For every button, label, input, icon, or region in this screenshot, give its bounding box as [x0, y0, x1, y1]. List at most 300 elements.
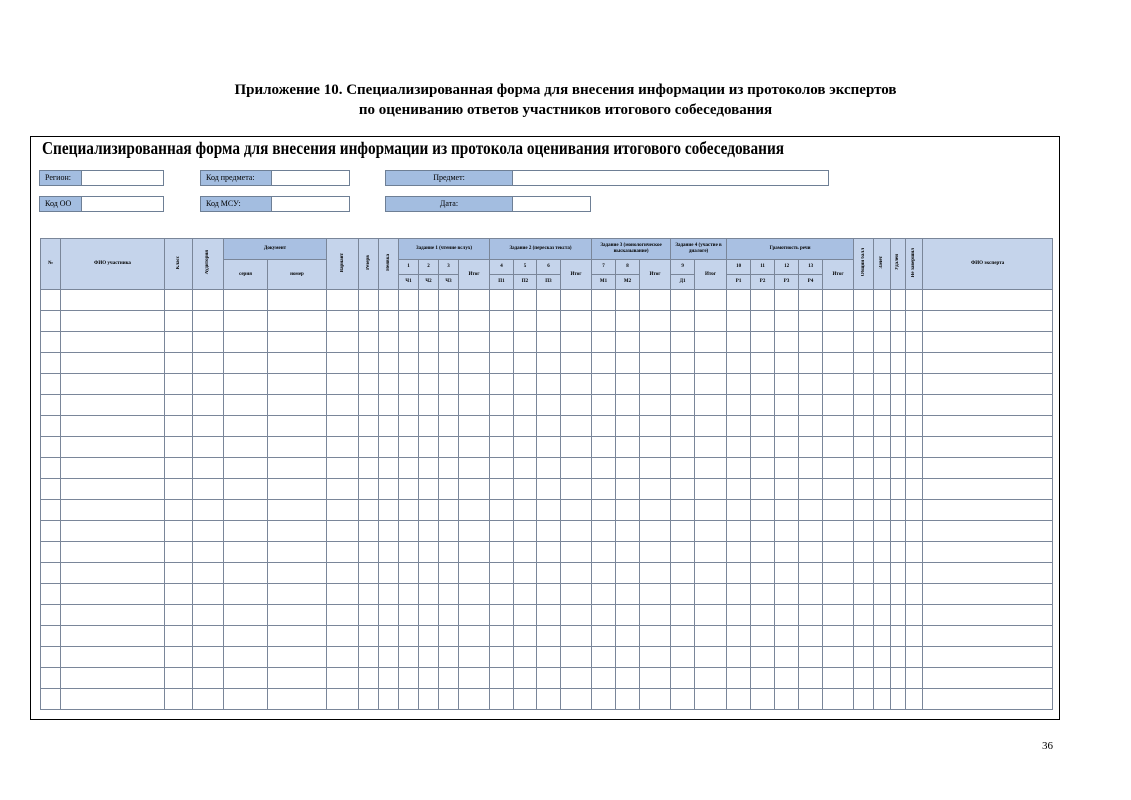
- table-cell[interactable]: [41, 647, 61, 668]
- table-cell[interactable]: [459, 542, 490, 563]
- table-cell[interactable]: [640, 668, 671, 689]
- table-cell[interactable]: [775, 668, 799, 689]
- table-cell[interactable]: [459, 395, 490, 416]
- table-cell[interactable]: [327, 605, 359, 626]
- table-cell[interactable]: [695, 416, 727, 437]
- table-cell[interactable]: [799, 395, 823, 416]
- table-cell[interactable]: [695, 584, 727, 605]
- table-cell[interactable]: [514, 395, 537, 416]
- table-cell[interactable]: [459, 416, 490, 437]
- table-cell[interactable]: [923, 521, 1053, 542]
- table-cell[interactable]: [891, 458, 906, 479]
- table-cell[interactable]: [751, 584, 775, 605]
- table-cell[interactable]: [439, 458, 459, 479]
- table-cell[interactable]: [439, 332, 459, 353]
- table-cell[interactable]: [459, 668, 490, 689]
- table-cell[interactable]: [695, 374, 727, 395]
- table-cell[interactable]: [165, 689, 193, 710]
- table-cell[interactable]: [727, 416, 751, 437]
- table-cell[interactable]: [891, 479, 906, 500]
- table-cell[interactable]: [224, 332, 268, 353]
- table-cell[interactable]: [490, 332, 514, 353]
- table-cell[interactable]: [906, 605, 923, 626]
- table-cell[interactable]: [459, 290, 490, 311]
- table-cell[interactable]: [165, 668, 193, 689]
- table-cell[interactable]: [874, 416, 891, 437]
- table-cell[interactable]: [891, 605, 906, 626]
- table-cell[interactable]: [359, 626, 379, 647]
- table-cell[interactable]: [379, 689, 399, 710]
- table-cell[interactable]: [165, 521, 193, 542]
- table-cell[interactable]: [671, 290, 695, 311]
- table-cell[interactable]: [399, 374, 419, 395]
- table-cell[interactable]: [891, 668, 906, 689]
- table-cell[interactable]: [891, 311, 906, 332]
- table-cell[interactable]: [165, 374, 193, 395]
- table-cell[interactable]: [268, 500, 327, 521]
- table-cell[interactable]: [399, 500, 419, 521]
- table-cell[interactable]: [823, 479, 854, 500]
- table-cell[interactable]: [268, 353, 327, 374]
- table-cell[interactable]: [490, 437, 514, 458]
- table-cell[interactable]: [359, 563, 379, 584]
- table-cell[interactable]: [775, 689, 799, 710]
- table-cell[interactable]: [419, 311, 439, 332]
- table-cell[interactable]: [874, 584, 891, 605]
- table-cell[interactable]: [640, 563, 671, 584]
- table-cell[interactable]: [419, 416, 439, 437]
- table-cell[interactable]: [41, 689, 61, 710]
- table-cell[interactable]: [592, 416, 616, 437]
- table-cell[interactable]: [399, 416, 419, 437]
- table-cell[interactable]: [854, 416, 874, 437]
- table-cell[interactable]: [359, 605, 379, 626]
- table-cell[interactable]: [514, 542, 537, 563]
- table-cell[interactable]: [268, 542, 327, 563]
- table-cell[interactable]: [751, 311, 775, 332]
- table-cell[interactable]: [561, 626, 592, 647]
- table-cell[interactable]: [327, 479, 359, 500]
- table-cell[interactable]: [799, 290, 823, 311]
- table-cell[interactable]: [399, 605, 419, 626]
- table-cell[interactable]: [41, 416, 61, 437]
- table-cell[interactable]: [399, 479, 419, 500]
- table-cell[interactable]: [41, 374, 61, 395]
- table-cell[interactable]: [695, 626, 727, 647]
- table-cell[interactable]: [224, 563, 268, 584]
- table-cell[interactable]: [592, 542, 616, 563]
- table-cell[interactable]: [695, 563, 727, 584]
- table-cell[interactable]: [616, 458, 640, 479]
- table-cell[interactable]: [823, 374, 854, 395]
- table-cell[interactable]: [268, 647, 327, 668]
- table-cell[interactable]: [891, 689, 906, 710]
- table-cell[interactable]: [906, 395, 923, 416]
- table-cell[interactable]: [327, 458, 359, 479]
- table-cell[interactable]: [640, 605, 671, 626]
- table-cell[interactable]: [419, 479, 439, 500]
- table-cell[interactable]: [906, 668, 923, 689]
- table-cell[interactable]: [671, 542, 695, 563]
- table-cell[interactable]: [514, 563, 537, 584]
- table-cell[interactable]: [224, 395, 268, 416]
- table-cell[interactable]: [640, 290, 671, 311]
- table-cell[interactable]: [537, 311, 561, 332]
- table-cell[interactable]: [399, 395, 419, 416]
- table-cell[interactable]: [727, 647, 751, 668]
- table-cell[interactable]: [561, 521, 592, 542]
- table-cell[interactable]: [823, 395, 854, 416]
- table-cell[interactable]: [854, 395, 874, 416]
- table-cell[interactable]: [695, 542, 727, 563]
- table-cell[interactable]: [399, 332, 419, 353]
- table-cell[interactable]: [640, 689, 671, 710]
- table-cell[interactable]: [616, 311, 640, 332]
- table-cell[interactable]: [224, 437, 268, 458]
- table-cell[interactable]: [61, 605, 165, 626]
- table-cell[interactable]: [439, 542, 459, 563]
- table-cell[interactable]: [640, 374, 671, 395]
- table-cell[interactable]: [616, 290, 640, 311]
- table-cell[interactable]: [61, 563, 165, 584]
- table-cell[interactable]: [695, 458, 727, 479]
- table-cell[interactable]: [359, 479, 379, 500]
- table-cell[interactable]: [799, 584, 823, 605]
- table-cell[interactable]: [379, 311, 399, 332]
- table-cell[interactable]: [799, 479, 823, 500]
- table-cell[interactable]: [359, 395, 379, 416]
- table-cell[interactable]: [906, 542, 923, 563]
- table-cell[interactable]: [399, 311, 419, 332]
- table-cell[interactable]: [399, 290, 419, 311]
- table-cell[interactable]: [399, 563, 419, 584]
- table-cell[interactable]: [775, 500, 799, 521]
- table-cell[interactable]: [61, 437, 165, 458]
- table-cell[interactable]: [727, 311, 751, 332]
- table-cell[interactable]: [379, 500, 399, 521]
- table-cell[interactable]: [224, 479, 268, 500]
- table-cell[interactable]: [616, 521, 640, 542]
- table-cell[interactable]: [891, 500, 906, 521]
- table-cell[interactable]: [751, 416, 775, 437]
- msu-code-field[interactable]: [200, 196, 350, 212]
- table-cell[interactable]: [419, 584, 439, 605]
- table-cell[interactable]: [193, 689, 224, 710]
- table-cell[interactable]: [775, 521, 799, 542]
- table-cell[interactable]: [671, 395, 695, 416]
- table-cell[interactable]: [874, 668, 891, 689]
- table-cell[interactable]: [823, 458, 854, 479]
- table-cell[interactable]: [751, 353, 775, 374]
- table-cell[interactable]: [41, 626, 61, 647]
- table-cell[interactable]: [592, 647, 616, 668]
- table-cell[interactable]: [379, 647, 399, 668]
- table-cell[interactable]: [671, 332, 695, 353]
- table-cell[interactable]: [891, 563, 906, 584]
- table-cell[interactable]: [224, 416, 268, 437]
- table-cell[interactable]: [359, 353, 379, 374]
- table-cell[interactable]: [616, 416, 640, 437]
- table-cell[interactable]: [616, 500, 640, 521]
- table-cell[interactable]: [854, 437, 874, 458]
- table-cell[interactable]: [823, 521, 854, 542]
- table-cell[interactable]: [906, 458, 923, 479]
- table-cell[interactable]: [592, 500, 616, 521]
- table-cell[interactable]: [561, 437, 592, 458]
- table-cell[interactable]: [399, 668, 419, 689]
- table-cell[interactable]: [359, 542, 379, 563]
- table-cell[interactable]: [399, 647, 419, 668]
- table-cell[interactable]: [193, 563, 224, 584]
- table-cell[interactable]: [193, 374, 224, 395]
- table-cell[interactable]: [61, 458, 165, 479]
- table-cell[interactable]: [775, 584, 799, 605]
- table-cell[interactable]: [439, 437, 459, 458]
- table-cell[interactable]: [61, 479, 165, 500]
- table-cell[interactable]: [854, 626, 874, 647]
- table-cell[interactable]: [775, 374, 799, 395]
- table-cell[interactable]: [906, 437, 923, 458]
- region-field[interactable]: [39, 170, 164, 186]
- table-cell[interactable]: [727, 689, 751, 710]
- table-cell[interactable]: [616, 353, 640, 374]
- table-cell[interactable]: [439, 647, 459, 668]
- table-cell[interactable]: [616, 374, 640, 395]
- table-cell[interactable]: [727, 563, 751, 584]
- table-cell[interactable]: [775, 647, 799, 668]
- table-cell[interactable]: [193, 395, 224, 416]
- table-cell[interactable]: [514, 458, 537, 479]
- table-cell[interactable]: [799, 689, 823, 710]
- table-cell[interactable]: [268, 395, 327, 416]
- table-cell[interactable]: [439, 521, 459, 542]
- table-cell[interactable]: [923, 689, 1053, 710]
- table-cell[interactable]: [592, 311, 616, 332]
- table-cell[interactable]: [459, 626, 490, 647]
- table-cell[interactable]: [906, 479, 923, 500]
- table-cell[interactable]: [891, 374, 906, 395]
- table-cell[interactable]: [490, 290, 514, 311]
- table-cell[interactable]: [775, 353, 799, 374]
- table-cell[interactable]: [327, 311, 359, 332]
- table-cell[interactable]: [379, 626, 399, 647]
- table-cell[interactable]: [923, 668, 1053, 689]
- table-cell[interactable]: [616, 437, 640, 458]
- table-cell[interactable]: [61, 353, 165, 374]
- table-cell[interactable]: [61, 626, 165, 647]
- table-cell[interactable]: [823, 500, 854, 521]
- table-cell[interactable]: [823, 290, 854, 311]
- table-cell[interactable]: [751, 521, 775, 542]
- table-cell[interactable]: [854, 563, 874, 584]
- table-cell[interactable]: [537, 458, 561, 479]
- table-cell[interactable]: [906, 500, 923, 521]
- table-cell[interactable]: [514, 689, 537, 710]
- table-cell[interactable]: [854, 353, 874, 374]
- table-cell[interactable]: [359, 290, 379, 311]
- table-cell[interactable]: [359, 332, 379, 353]
- table-cell[interactable]: [490, 500, 514, 521]
- table-cell[interactable]: [490, 689, 514, 710]
- table-cell[interactable]: [537, 605, 561, 626]
- table-cell[interactable]: [327, 521, 359, 542]
- table-cell[interactable]: [268, 668, 327, 689]
- table-cell[interactable]: [359, 500, 379, 521]
- table-cell[interactable]: [268, 626, 327, 647]
- table-cell[interactable]: [193, 500, 224, 521]
- table-cell[interactable]: [379, 668, 399, 689]
- table-cell[interactable]: [165, 332, 193, 353]
- table-cell[interactable]: [906, 647, 923, 668]
- table-cell[interactable]: [775, 395, 799, 416]
- table-cell[interactable]: [923, 374, 1053, 395]
- table-cell[interactable]: [616, 479, 640, 500]
- table-cell[interactable]: [671, 584, 695, 605]
- table-cell[interactable]: [359, 689, 379, 710]
- table-cell[interactable]: [727, 332, 751, 353]
- table-cell[interactable]: [592, 563, 616, 584]
- table-cell[interactable]: [379, 290, 399, 311]
- table-cell[interactable]: [268, 416, 327, 437]
- table-cell[interactable]: [799, 374, 823, 395]
- table-cell[interactable]: [359, 374, 379, 395]
- table-cell[interactable]: [41, 542, 61, 563]
- table-cell[interactable]: [490, 311, 514, 332]
- table-cell[interactable]: [906, 416, 923, 437]
- table-cell[interactable]: [268, 563, 327, 584]
- table-cell[interactable]: [751, 647, 775, 668]
- table-cell[interactable]: [592, 332, 616, 353]
- table-cell[interactable]: [165, 479, 193, 500]
- table-cell[interactable]: [561, 689, 592, 710]
- table-cell[interactable]: [490, 605, 514, 626]
- table-cell[interactable]: [695, 668, 727, 689]
- table-cell[interactable]: [327, 374, 359, 395]
- table-cell[interactable]: [751, 479, 775, 500]
- table-cell[interactable]: [537, 479, 561, 500]
- table-cell[interactable]: [193, 416, 224, 437]
- table-cell[interactable]: [41, 584, 61, 605]
- table-cell[interactable]: [923, 500, 1053, 521]
- table-cell[interactable]: [640, 353, 671, 374]
- table-cell[interactable]: [874, 458, 891, 479]
- table-cell[interactable]: [514, 647, 537, 668]
- table-cell[interactable]: [439, 563, 459, 584]
- table-cell[interactable]: [640, 311, 671, 332]
- table-cell[interactable]: [419, 647, 439, 668]
- table-cell[interactable]: [419, 521, 439, 542]
- table-cell[interactable]: [561, 500, 592, 521]
- table-cell[interactable]: [537, 437, 561, 458]
- table-cell[interactable]: [514, 626, 537, 647]
- table-cell[interactable]: [327, 584, 359, 605]
- table-cell[interactable]: [514, 416, 537, 437]
- table-cell[interactable]: [490, 626, 514, 647]
- table-cell[interactable]: [616, 563, 640, 584]
- table-cell[interactable]: [751, 458, 775, 479]
- table-cell[interactable]: [823, 689, 854, 710]
- table-cell[interactable]: [224, 500, 268, 521]
- table-cell[interactable]: [751, 689, 775, 710]
- table-cell[interactable]: [379, 584, 399, 605]
- table-cell[interactable]: [459, 311, 490, 332]
- table-cell[interactable]: [799, 542, 823, 563]
- table-cell[interactable]: [399, 542, 419, 563]
- table-cell[interactable]: [459, 374, 490, 395]
- table-cell[interactable]: [671, 353, 695, 374]
- table-cell[interactable]: [165, 458, 193, 479]
- table-cell[interactable]: [224, 458, 268, 479]
- table-cell[interactable]: [640, 542, 671, 563]
- table-cell[interactable]: [891, 395, 906, 416]
- table-cell[interactable]: [695, 311, 727, 332]
- table-cell[interactable]: [775, 332, 799, 353]
- table-cell[interactable]: [41, 479, 61, 500]
- table-cell[interactable]: [775, 458, 799, 479]
- table-cell[interactable]: [327, 395, 359, 416]
- table-cell[interactable]: [906, 521, 923, 542]
- table-cell[interactable]: [537, 668, 561, 689]
- table-cell[interactable]: [616, 626, 640, 647]
- table-cell[interactable]: [874, 605, 891, 626]
- table-cell[interactable]: [640, 521, 671, 542]
- table-cell[interactable]: [224, 311, 268, 332]
- table-cell[interactable]: [399, 689, 419, 710]
- table-cell[interactable]: [459, 563, 490, 584]
- table-cell[interactable]: [165, 437, 193, 458]
- table-cell[interactable]: [459, 332, 490, 353]
- table-cell[interactable]: [61, 416, 165, 437]
- table-cell[interactable]: [514, 500, 537, 521]
- table-cell[interactable]: [671, 479, 695, 500]
- table-cell[interactable]: [490, 374, 514, 395]
- table-cell[interactable]: [439, 353, 459, 374]
- table-cell[interactable]: [490, 353, 514, 374]
- table-cell[interactable]: [561, 311, 592, 332]
- table-cell[interactable]: [616, 542, 640, 563]
- table-cell[interactable]: [823, 353, 854, 374]
- table-cell[interactable]: [799, 521, 823, 542]
- table-cell[interactable]: [561, 290, 592, 311]
- table-cell[interactable]: [268, 290, 327, 311]
- table-cell[interactable]: [671, 605, 695, 626]
- table-cell[interactable]: [823, 311, 854, 332]
- table-cell[interactable]: [923, 395, 1053, 416]
- table-cell[interactable]: [874, 542, 891, 563]
- table-cell[interactable]: [561, 395, 592, 416]
- table-cell[interactable]: [561, 542, 592, 563]
- table-cell[interactable]: [61, 584, 165, 605]
- table-cell[interactable]: [490, 584, 514, 605]
- table-cell[interactable]: [379, 395, 399, 416]
- table-cell[interactable]: [61, 668, 165, 689]
- table-cell[interactable]: [640, 479, 671, 500]
- table-cell[interactable]: [419, 395, 439, 416]
- table-cell[interactable]: [823, 416, 854, 437]
- table-cell[interactable]: [359, 647, 379, 668]
- table-cell[interactable]: [379, 563, 399, 584]
- table-cell[interactable]: [193, 311, 224, 332]
- table-cell[interactable]: [439, 626, 459, 647]
- table-cell[interactable]: [891, 290, 906, 311]
- table-cell[interactable]: [193, 458, 224, 479]
- table-cell[interactable]: [854, 668, 874, 689]
- table-cell[interactable]: [379, 416, 399, 437]
- table-cell[interactable]: [616, 395, 640, 416]
- table-cell[interactable]: [854, 689, 874, 710]
- table-cell[interactable]: [823, 332, 854, 353]
- table-cell[interactable]: [327, 563, 359, 584]
